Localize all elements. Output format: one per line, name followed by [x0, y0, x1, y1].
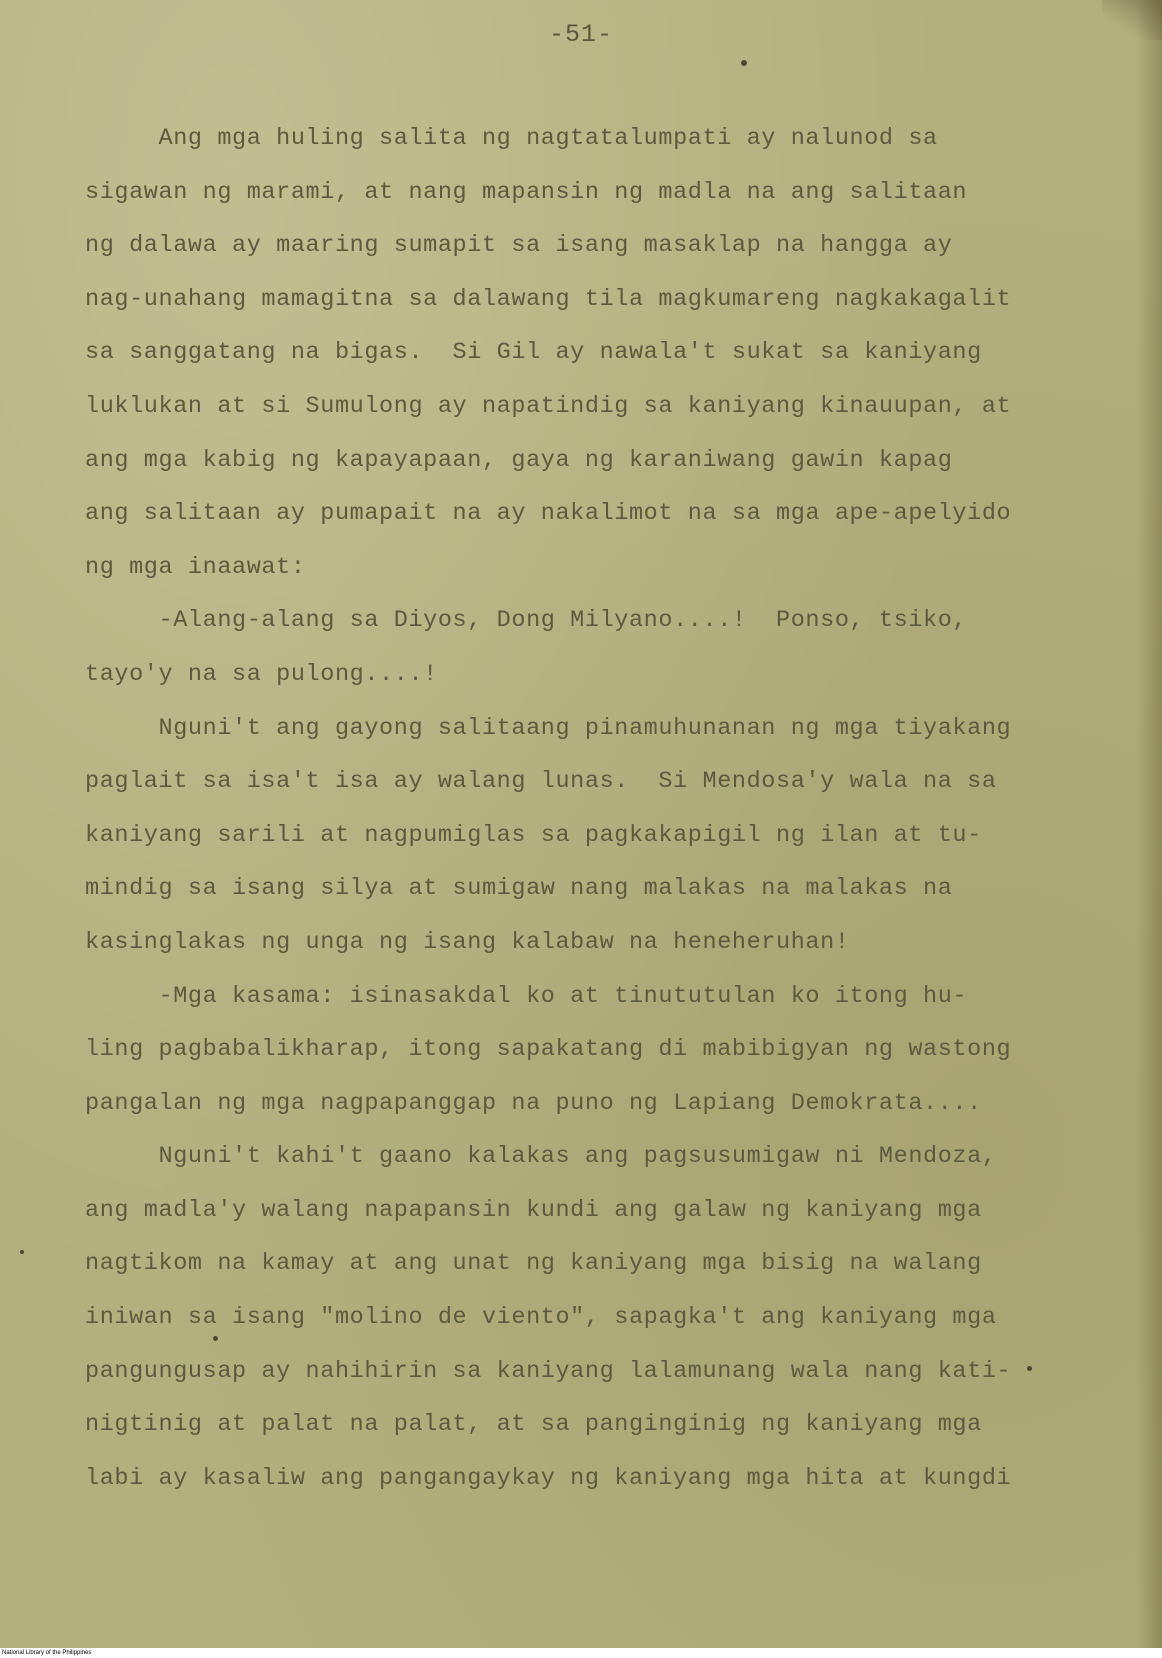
- page-number: -51-: [548, 20, 613, 49]
- text-line: kaniyang sarili at nagpumiglas sa pagkakapigil ng ilan at tu-: [85, 821, 982, 849]
- text-line: nigtinig at palat na palat, at sa panginginig ng kaniyang mga: [85, 1411, 982, 1439]
- text-line: paglait sa isa't isa ay walang lunas. Si Mendosa'y wala na sa: [85, 768, 997, 796]
- ink-speck: [741, 60, 747, 66]
- text-line: sigawan ng marami, at nang mapansin ng madla na ang salitaan: [85, 178, 968, 206]
- body-text: [85, 112, 1095, 1505]
- text-line: ang madla'y walang napapansin kundi ang galaw ng kaniyang mga: [85, 1196, 982, 1224]
- text-line: nag-unahang mamagitna sa dalawang tila magkumareng nagkakagalit: [85, 285, 1012, 313]
- text-line: Nguni't ang gayong salitaang pinamuhunanan ng mga tiyakang: [85, 714, 1012, 742]
- text-line: ang salitaan ay pumapait na ay nakalimot na sa mga ape-apelyido: [85, 500, 1012, 528]
- text-line: sa sanggatang na bigas. Si Gil ay nawala't sukat sa kaniyang: [85, 339, 982, 367]
- text-line: ng dalawa ay maaring sumapit sa isang masaklap na hangga ay: [85, 232, 953, 260]
- text-line: -Alang-alang sa Diyos, Dong Milyano....! Ponso, tsiko,: [85, 607, 968, 635]
- text-line: mindig sa isang silya at sumigaw nang malakas na malakas na: [85, 875, 953, 903]
- text-line: luklukan at si Sumulong ay napatindig sa kaniyang kinauupan, at: [85, 392, 1012, 420]
- ink-speck: [20, 1250, 24, 1254]
- footer-credit: National Library of the Philippines: [2, 1650, 92, 1656]
- text-line: -Mga kasama: isinasakdal ko at tinututulan ko itong hu-: [85, 982, 968, 1010]
- text-line: kasinglakas ng unga ng isang kalabaw na heneheruhan!: [85, 928, 850, 956]
- text-line: pangungusap ay nahihirin sa kaniyang lalamunang wala nang kati-: [85, 1357, 1012, 1385]
- page-edge-shadow: [1136, 0, 1162, 1648]
- text-line: Ang mga huling salita ng nagtatalumpati ay nalunod sa: [85, 125, 938, 152]
- text-line: pangalan ng mga nagpapanggap na puno ng Lapiang Demokrata....: [85, 1089, 982, 1117]
- text-line: nagtikom na kamay at ang unat ng kaniyang mga bisig na walang: [85, 1250, 982, 1278]
- text-line: iniwan sa isang "molino de viento", sapagka't ang kaniyang mga: [85, 1304, 997, 1332]
- text-line: ng mga inaawat:: [85, 553, 306, 581]
- text-line: tayo'y na sa pulong....!: [85, 660, 438, 688]
- text-line: Nguni't kahi't gaano kalakas ang pagsusumigaw ni Mendoza,: [85, 1143, 997, 1171]
- text-line: ling pagbabalikharap, itong sapakatang di mabibigyan ng wastong: [85, 1036, 1012, 1064]
- text-line: labi ay kasaliw ang pangangaykay ng kaniyang mga hita at kungdi: [85, 1464, 1012, 1492]
- text-line: ang mga kabig ng kapayapaan, gaya ng karaniwang gawin kapag: [85, 446, 953, 474]
